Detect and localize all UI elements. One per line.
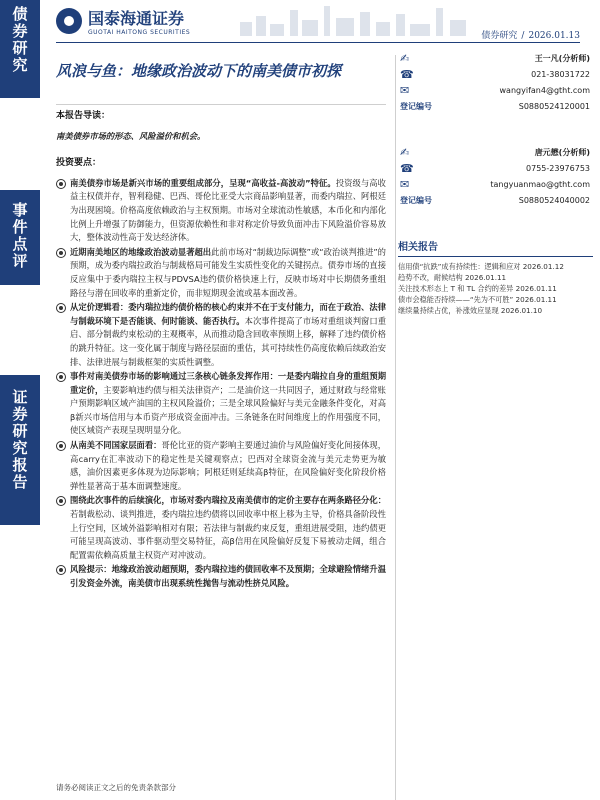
key-point: [56, 177, 386, 245]
bullet-icon: [56, 179, 66, 189]
key-point-text: 此前市场对“制裁边际调整”或“政治谈判推进”的预期，成为委内瑞拉政治与制裁格局可能发生实质性变化的关键拐点。债券市场的直接反应集中于委内瑞拉主权与PDVSA违约债价格快速上行，反映市场对中长期债务重组路径与潜在回收率的重新定价，而非短期现金流或基本面改善。: [70, 246, 386, 298]
key-point: [56, 563, 386, 590]
key-point-lead: 从定价逻辑看：委内瑞拉违约债价格的核心约束并不在于支付能力，而在于政治、法律与制裁环境下是否能谈、何时能谈、能否执行。: [70, 302, 386, 326]
analyst-name: 唐元懋(分析师): [534, 147, 590, 157]
logo: [56, 6, 190, 36]
header-divider: [56, 42, 580, 43]
bullet-icon: [56, 248, 66, 258]
related-report-link[interactable]: 关注技术形态上 T 和 TL 合约的差异 2026.01.11: [398, 284, 557, 293]
header-meta: 债券研究 / 2026.01.13: [481, 31, 580, 41]
guide-title: 本报告导读：: [56, 111, 111, 121]
registration-number: S0880524120001: [518, 101, 590, 111]
related-reports: [398, 238, 593, 316]
registration-label: 登记编号: [400, 195, 432, 205]
guide-body: 南美债券市场的形态、风险溢价和机会。: [56, 130, 206, 141]
bullet-icon: [56, 441, 66, 451]
sidebar-label-bond-research: 债券研究: [0, 0, 40, 98]
related-report-link[interactable]: 债市会稳能否持续——“先为不可胜” 2026.01.11: [398, 295, 557, 304]
key-points-title: 投资要点：: [56, 158, 102, 169]
related-report-link[interactable]: 继续量持续占优，补涨效应显现 2026.01.10: [398, 306, 543, 315]
sidebar-label-securities-report: 证券研究报告: [0, 375, 40, 525]
logo-cn: 国泰海通证券: [88, 9, 185, 28]
key-point-lead: 围绕此次事件的后续演化，市场对委内瑞拉及南美债市的定价主要存在两条路径分化：: [70, 495, 386, 506]
key-point: [56, 246, 386, 300]
bullet-icon: [56, 565, 66, 575]
skyline-graphic: [230, 2, 490, 36]
person-icon: ✍: [400, 51, 410, 65]
email-icon: ✉: [400, 177, 410, 191]
logo-icon: [56, 8, 82, 34]
key-point-text: 哥伦比亚的资产影响主要通过油价与风险偏好变化间接体现，高carry在汇率波动下的稳定性是关键观察点；巴西对全球资金流与美元走势更为敏感，油价因素更多体现为边际影响；阿根廷则延续高β特征，在风险偏好变化阶段价格弹性显著高于基本面调整速度。: [70, 440, 386, 491]
registration-number: S0880524040002: [518, 195, 590, 205]
phone-icon: ☎: [400, 161, 414, 175]
key-point: [56, 370, 386, 438]
analyst-phone: 021-38031722: [531, 69, 590, 79]
disclaimer-footer: 请务必阅读正文之后的免责条款部分: [56, 783, 176, 792]
bullet-icon: [56, 303, 66, 313]
key-point-text: 本次事件提高了市场对重组谈判窗口重启、部分制裁约束松动的主观概率，从而推动隐含回收率预期上移，解释了违约债价格的跳升特征。这一变化属于制度与路径层面的重估，其可持续性仍高度依赖后续政治安排、法律进展与制裁框架的实质性调整。: [70, 315, 386, 367]
analyst-card: [400, 50, 590, 114]
logo-en: GUOTAI HAITONG SECURITIES: [88, 29, 191, 36]
registration-label: 登记编号: [400, 101, 432, 111]
bullet-icon: [56, 496, 66, 506]
sidebar: [0, 0, 40, 800]
key-point-text: 主要影响违约债与相关法律资产；二是油价这一共同因子，通过财政与经常账户预期影响区域产油国的主权风险溢价；三是全球风险偏好与美元金融条件变化，对高β新兴市场信用与本币资产形成资金面冲击。三条链条在时间维度上的作用强度不同，使区域资产表现呈现明显分化。: [70, 384, 386, 436]
phone-icon: ☎: [400, 67, 414, 81]
analyst-panel: [400, 50, 590, 238]
analyst-email[interactable]: tangyuanmao@gtht.com: [490, 179, 590, 189]
analyst-phone: 0755-23976753: [526, 163, 590, 173]
report-date: 2026.01.13: [528, 31, 580, 41]
email-icon: ✉: [400, 83, 410, 97]
sidebar-label-event-commentary: 事件点评: [0, 190, 40, 285]
key-point-lead: 从南美不同国家层面看：: [70, 440, 162, 451]
title-divider: [56, 104, 386, 105]
related-reports-title: 相关报告: [398, 238, 593, 257]
related-report-link[interactable]: 信用债“抗跌”成有持续性：逻辑和应对 2026.01.12: [398, 262, 564, 271]
related-report-link[interactable]: 趋势不改，耐候结构 2026.01.11: [398, 273, 507, 282]
analyst-card: [400, 144, 590, 208]
person-icon: ✍: [400, 145, 410, 159]
key-point: [56, 301, 386, 369]
analyst-name: 王一凡(分析师): [534, 53, 590, 63]
key-point-lead: 近期南美地区的地缘政治波动显著超出: [70, 246, 212, 257]
main-content: [56, 110, 386, 592]
report-title: 风浪与鱼：地缘政治波动下的南美债市初探: [56, 62, 342, 80]
key-point-lead: 南美债券市场是新兴市场的重要组成部分，呈现“高收益-高波动”特征。: [70, 177, 336, 188]
analyst-email[interactable]: wangyifan4@gtht.com: [499, 85, 590, 95]
bullet-icon: [56, 372, 66, 382]
column-divider: [395, 55, 396, 800]
key-point-text: 若制裁松动、谈判推进，委内瑞拉违约债将以回收率中枢上移为主导，价格具备阶段性上行空间，区域外溢影响相对有限；若法律与制裁约束反复，重组进展受阻，违约债更可能呈现高波动、事件驱动型交易特征，高β信用在风险偏好反复下易被动走阔，组合配置需依赖高质量主权资产对冲波动。: [70, 509, 386, 560]
key-point: [56, 439, 386, 493]
key-point-text: 投资级与高收益主权债并存，智利稳健、巴西、哥伦比亚受大宗商品影响显著，而委内瑞拉、阿根廷为出现困境。价格高度依赖政治与主权预期。市场对全球流动性敏感，本币化和内部化比例上升增强了防御能力，但资源依赖性和非对称定价导致负面冲击下风险溢价容易放大，整体波动性高于发达经济体。: [70, 177, 386, 243]
key-point: [56, 494, 386, 562]
risk-warning: 风险提示：地缘政治波动超预期，委内瑞拉违约债回收率不及预期；全球避险情绪升温引发资金外流，南美债市出现系统性抛售与流动性挤兑风险。: [70, 564, 386, 588]
header: [40, 0, 600, 44]
key-point-lead: 事件对南美债券市场的影响通过三条核心链条发挥作用：一是委内瑞拉自身的重组预期重定价，: [70, 371, 386, 395]
report-category: 债券研究: [481, 31, 518, 41]
